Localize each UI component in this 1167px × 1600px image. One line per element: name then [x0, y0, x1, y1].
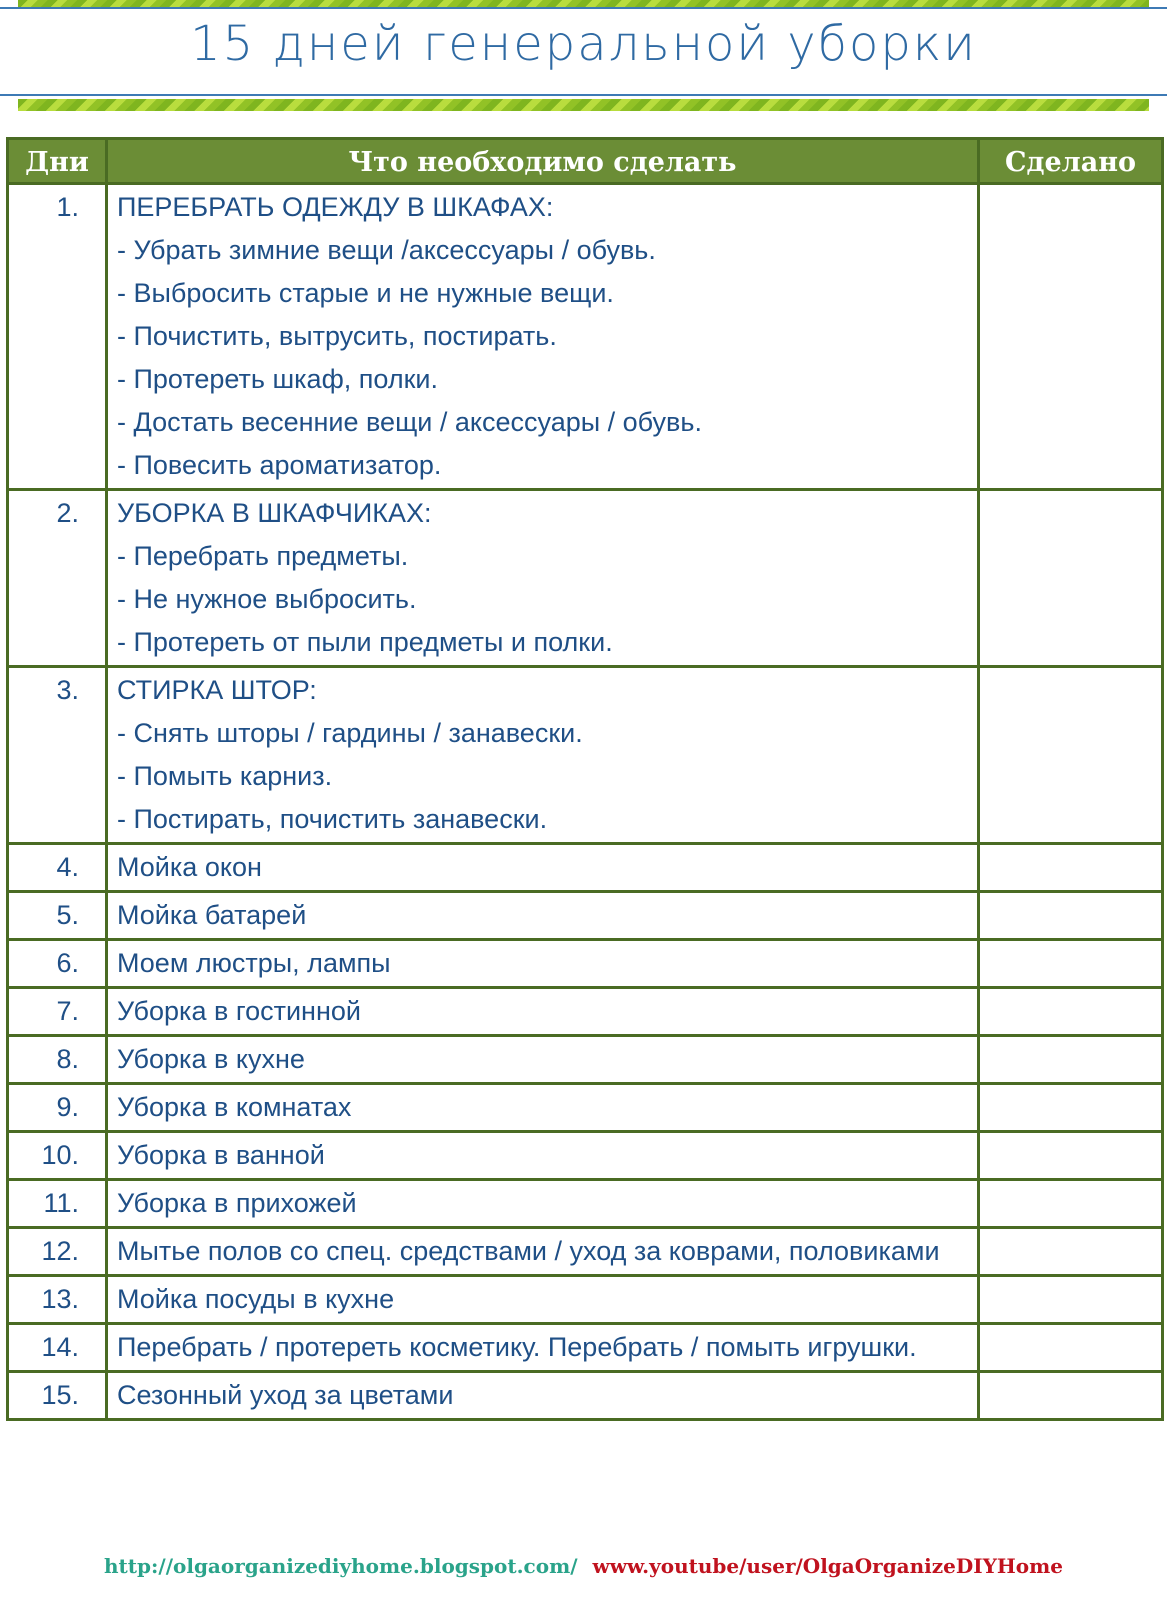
day-number: 7. [8, 988, 107, 1036]
task-line: Сезонный уход за цветами [117, 1380, 454, 1410]
day-number: 14. [8, 1324, 107, 1372]
task-line: - Выбросить старые и не нужные вещи. [117, 278, 614, 308]
task-line: Мойка окон [117, 852, 262, 882]
table-row [8, 1084, 1163, 1132]
day-number: 12. [8, 1228, 107, 1276]
header-days: Дни [8, 139, 107, 184]
done-cell[interactable] [979, 1180, 1163, 1228]
task-cell [107, 1372, 979, 1420]
task-line: УБОРКА В ШКАФЧИКАХ: [117, 498, 432, 528]
table-header-row [8, 139, 1163, 184]
page-title: 15 дней генеральной уборки [190, 16, 977, 72]
task-cell [107, 892, 979, 940]
task-line: Уборка в гостинной [117, 996, 361, 1026]
day-number: 15. [8, 1372, 107, 1420]
task-cell [107, 988, 979, 1036]
table-row [8, 184, 1163, 490]
done-cell[interactable] [979, 1228, 1163, 1276]
task-cell [107, 1324, 979, 1372]
done-cell[interactable] [979, 1036, 1163, 1084]
task-line: - Не нужное выбросить. [117, 584, 417, 614]
task-line: Уборка в кухне [117, 1044, 305, 1074]
done-cell[interactable] [979, 844, 1163, 892]
day-number: 8. [8, 1036, 107, 1084]
task-cell [107, 1180, 979, 1228]
table-row [8, 844, 1163, 892]
header-done: Сделано [979, 139, 1163, 184]
day-number: 13. [8, 1276, 107, 1324]
task-line: - Протереть от пыли предметы и полки. [117, 627, 613, 657]
table-row [8, 1132, 1163, 1180]
task-line: Мойка посуды в кухне [117, 1284, 395, 1314]
day-number: 11. [8, 1180, 107, 1228]
table-body [8, 184, 1163, 1420]
done-cell[interactable] [979, 490, 1163, 667]
done-cell[interactable] [979, 1132, 1163, 1180]
day-number: 4. [8, 844, 107, 892]
task-line: Перебрать / протереть косметику. Перебрать / помыть игрушки. [117, 1332, 917, 1362]
table-row [8, 1372, 1163, 1420]
table-row [8, 490, 1163, 667]
done-cell[interactable] [979, 667, 1163, 844]
task-line: - Протереть шкаф, полки. [117, 364, 438, 394]
task-line: - Снять шторы / гардины / занавески. [117, 718, 583, 748]
task-cell [107, 1276, 979, 1324]
done-cell[interactable] [979, 1372, 1163, 1420]
title-bottom-line [0, 94, 1167, 96]
task-line: ПЕРЕБРАТЬ ОДЕЖДУ В ШКАФАХ: [117, 192, 554, 222]
done-cell[interactable] [979, 988, 1163, 1036]
done-cell[interactable] [979, 184, 1163, 490]
table-row [8, 667, 1163, 844]
task-cell [107, 1084, 979, 1132]
done-cell[interactable] [979, 892, 1163, 940]
done-cell[interactable] [979, 940, 1163, 988]
day-number: 5. [8, 892, 107, 940]
youtube-link[interactable]: www.youtube/user/OlgaOrganizeDIYHome [592, 1554, 1063, 1578]
task-cell [107, 490, 979, 667]
day-number: 6. [8, 940, 107, 988]
table-row [8, 1180, 1163, 1228]
day-number: 10. [8, 1132, 107, 1180]
table-row [8, 1036, 1163, 1084]
task-line: Уборка в прихожей [117, 1188, 357, 1218]
header-todo: Что необходимо сделать [107, 139, 979, 184]
table-row [8, 892, 1163, 940]
table-row [8, 1276, 1163, 1324]
done-cell[interactable] [979, 1324, 1163, 1372]
footer-links [0, 1554, 1167, 1578]
table-row [8, 1324, 1163, 1372]
task-line: - Повесить ароматизатор. [117, 450, 442, 480]
task-cell [107, 940, 979, 988]
table-row [8, 988, 1163, 1036]
task-line: - Перебрать предметы. [117, 541, 409, 571]
task-cell [107, 1228, 979, 1276]
cleaning-schedule-table [6, 137, 1164, 1421]
task-line: - Почистить, вытрусить, постирать. [117, 321, 557, 351]
day-number: 9. [8, 1084, 107, 1132]
task-line: СТИРКА ШТОР: [117, 675, 317, 705]
task-line: - Достать весенние вещи / аксессуары / обувь. [117, 407, 702, 437]
done-cell[interactable] [979, 1084, 1163, 1132]
task-cell [107, 1132, 979, 1180]
task-line: - Помыть карниз. [117, 761, 333, 791]
task-line: Мытье полов со спец. средствами / уход за коврами, половиками [117, 1236, 940, 1266]
task-line: Моем люстры, лампы [117, 948, 391, 978]
day-number: 2. [8, 490, 107, 667]
day-number: 3. [8, 667, 107, 844]
table-row [8, 1228, 1163, 1276]
day-number: 1. [8, 184, 107, 490]
task-line: Уборка в комнатах [117, 1092, 352, 1122]
title-top-line [0, 7, 1167, 9]
task-line: - Постирать, почистить занавески. [117, 804, 548, 834]
task-cell [107, 184, 979, 490]
decorative-bottom-band [18, 99, 1149, 111]
task-cell [107, 844, 979, 892]
blog-link[interactable]: http://olgaorganizediyhome.blogspot.com/ [104, 1554, 578, 1578]
task-line: Уборка в ванной [117, 1140, 325, 1170]
task-line: Мойка батарей [117, 900, 307, 930]
task-line: - Убрать зимние вещи /аксессуары / обувь. [117, 235, 656, 265]
table-row [8, 940, 1163, 988]
task-cell [107, 667, 979, 844]
task-cell [107, 1036, 979, 1084]
done-cell[interactable] [979, 1276, 1163, 1324]
